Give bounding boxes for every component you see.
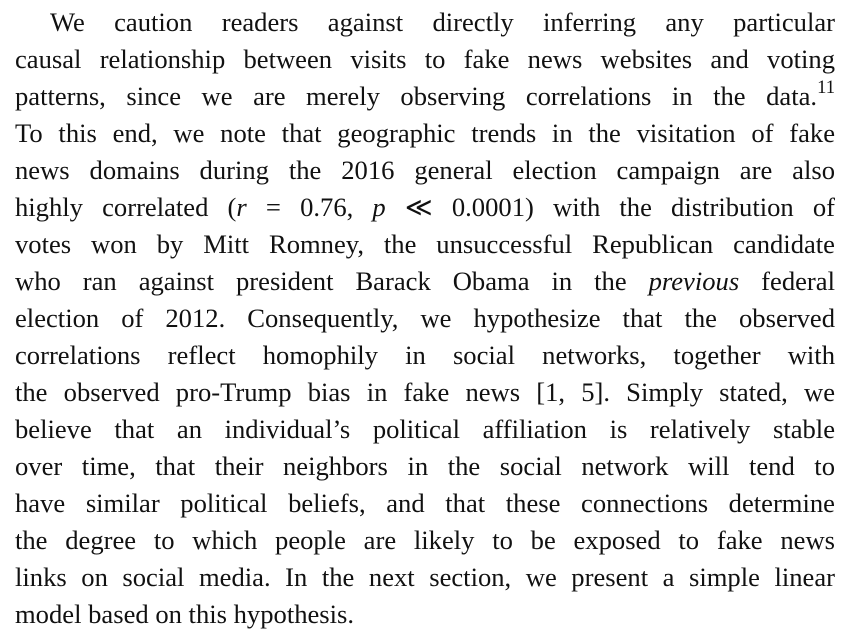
- text-line: links on social media. In the next section, we present a simple linear: [15, 562, 835, 592]
- text-line: To this end, we note that geographic trends in the visitation of fake: [15, 118, 835, 148]
- text-segment: ≪ 0.0001) with the distribution of: [385, 192, 835, 222]
- text-line: have similar political beliefs, and that these connections determine: [15, 488, 835, 518]
- text-line: model based on this hypothesis.: [15, 599, 355, 629]
- text-line: [15, 263, 835, 300]
- text-line: over time, that their neighbors in the social network will tend to: [15, 451, 835, 481]
- text-line: votes won by Mitt Romney, the unsuccessful Republican candidate: [15, 229, 835, 259]
- text-line: the degree to which people are likely to be exposed to fake news: [15, 525, 835, 555]
- text-line: causal relationship between visits to fake news websites and voting: [15, 44, 835, 74]
- footnote-marker: 11: [817, 77, 835, 99]
- text-segment: patterns, since we are merely observing correlations in the data.: [15, 81, 818, 111]
- text-line: news domains during the 2016 general election campaign are also: [15, 155, 835, 185]
- text-line: [15, 189, 835, 226]
- text-line: [15, 78, 835, 115]
- text-segment: federal: [739, 266, 835, 296]
- math-variable-r: r: [236, 192, 247, 222]
- text-segment: = 0.76,: [246, 192, 373, 222]
- body-paragraph: [15, 4, 835, 633]
- text-line: believe that an individual’s political affiliation is relatively stable: [15, 414, 835, 444]
- math-variable-p: p: [372, 192, 386, 222]
- emphasis-text: previous: [648, 266, 740, 296]
- text-line: election of 2012. Consequently, we hypothesize that the observed: [15, 303, 835, 333]
- text-segment: who ran against president Barack Obama in the: [15, 266, 649, 296]
- text-line: correlations reflect homophily in social networks, together with: [15, 340, 835, 370]
- text-segment: highly correlated (: [15, 192, 237, 222]
- text-line: We caution readers against directly inferring any particular: [50, 7, 835, 37]
- text-line: the observed pro-Trump bias in fake news [1, 5]. Simply stated, we: [15, 377, 835, 407]
